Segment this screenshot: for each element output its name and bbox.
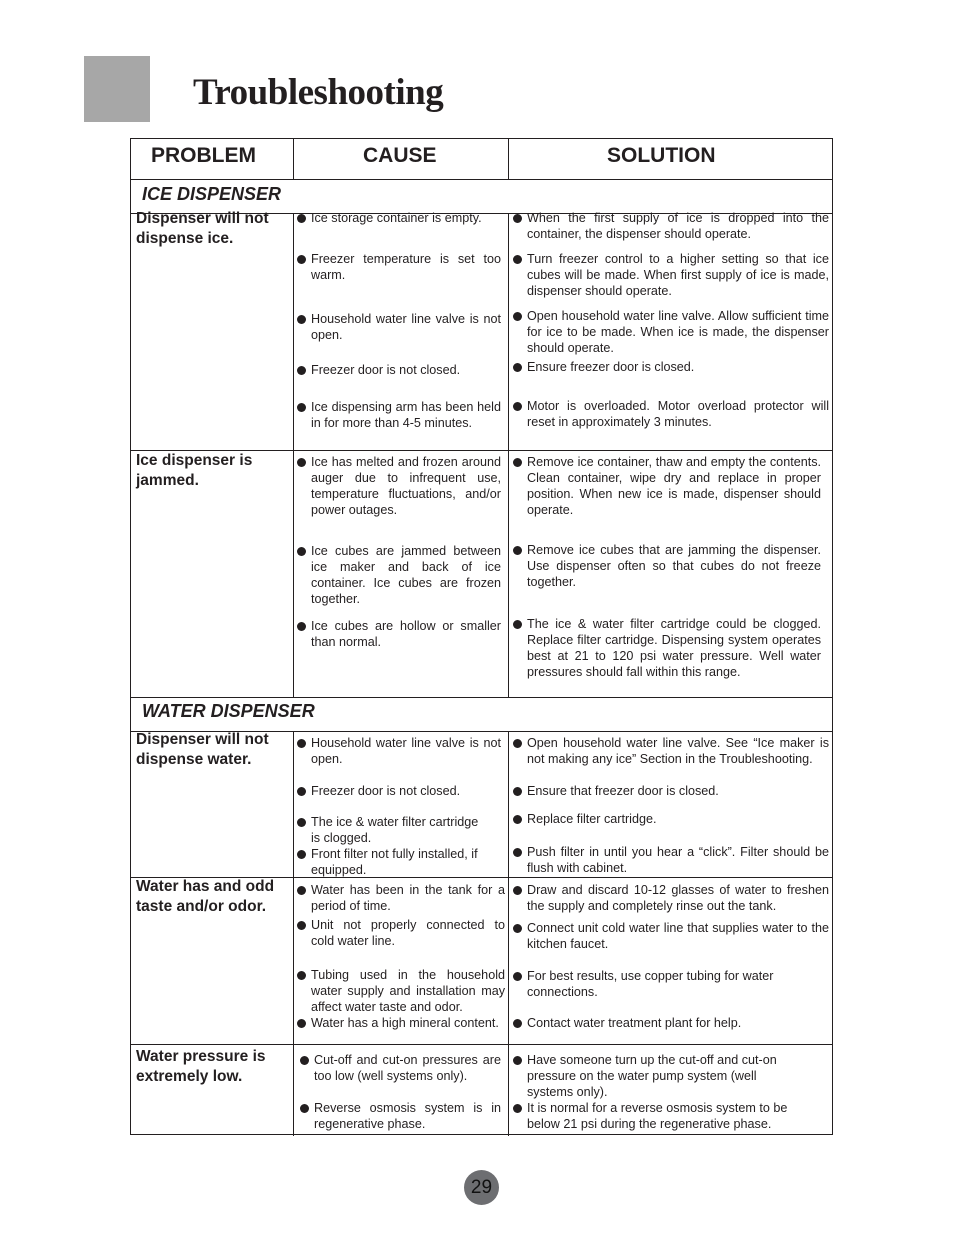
cause-item (314, 1052, 501, 1084)
cause-item (311, 399, 501, 431)
problem-label: Water has and odd taste and/or odor. (136, 878, 275, 915)
cause-text: Freezer door is not closed. (311, 363, 461, 377)
bullet-icon (297, 921, 306, 930)
section-divider (131, 697, 832, 698)
column-header-solution: SOLUTION (607, 144, 716, 167)
column-divider (293, 731, 294, 1136)
bullet-icon (297, 458, 306, 467)
cause-text: Freezer temperature is set too warm. (311, 252, 501, 282)
cause-item (311, 311, 501, 343)
cause-item (311, 618, 501, 650)
cause-text: Ice storage container is empty. (311, 211, 482, 225)
bullet-icon (513, 1056, 522, 1065)
solution-text: Ensure that freezer door is closed. (527, 784, 719, 798)
cause-item (311, 454, 501, 518)
cause-item (311, 917, 505, 949)
problem-label: Water pressure is extremely low. (136, 1048, 266, 1085)
solution-item (527, 844, 829, 876)
cause-text: Unit not properly connected to cold water line. (311, 918, 505, 948)
bullet-icon (513, 402, 522, 411)
cause-item (311, 967, 505, 1015)
cause-text: Freezer door is not closed. (311, 784, 461, 798)
solution-item (527, 454, 821, 518)
cause-text: Water has been in the tank for a period of time. (311, 883, 505, 913)
bullet-icon (513, 787, 522, 796)
solution-item (527, 1052, 797, 1100)
bullet-icon (297, 315, 306, 324)
bullet-icon (297, 547, 306, 556)
solution-item (527, 359, 829, 375)
cause-item (311, 210, 501, 226)
solution-item (527, 882, 829, 914)
solution-text: Push filter in until you hear a “click”. Filter should be flush with cabinet. (527, 845, 829, 875)
cause-text: Reverse osmosis system is in regenerative phase. (314, 1101, 501, 1131)
solution-text: Open household water line valve. See “Ice maker is not making any ice” Section in the Troubleshooting. (527, 736, 829, 766)
cause-item (311, 846, 489, 878)
bullet-icon (513, 886, 522, 895)
cause-item (311, 783, 501, 799)
bullet-icon (297, 850, 306, 859)
bullet-icon (297, 622, 306, 631)
solution-text: Have someone turn up the cut-off and cut-on pressure on the water pump system (well systems only). (527, 1053, 777, 1099)
solution-item (527, 1015, 829, 1031)
solution-item (527, 1100, 797, 1132)
row-divider (131, 1044, 832, 1045)
cause-text: Household water line valve is not open. (311, 736, 501, 766)
header-gray-block (84, 56, 150, 122)
bullet-icon (297, 403, 306, 412)
cause-text: Front filter not fully installed, if equipped. (311, 847, 478, 877)
solution-item (527, 616, 821, 680)
cause-item (311, 814, 489, 846)
bullet-icon (513, 815, 522, 824)
solution-item (527, 811, 829, 827)
solution-text: The ice & water filter cartridge could be clogged. Replace filter cartridge. Dispensing system operates best at 21 to 120 psi water pressure. Well water pressures should fall within this range. (527, 617, 821, 679)
bullet-icon (297, 214, 306, 223)
cause-text: Tubing used in the household water supply and installation may affect water taste and odor. (311, 968, 505, 1014)
column-divider (508, 139, 509, 179)
solution-text: When the first supply of ice is dropped into the container, the dispenser should operate. (527, 211, 829, 241)
troubleshooting-table (130, 138, 833, 1135)
bullet-icon (513, 924, 522, 933)
bullet-icon (300, 1056, 309, 1065)
column-divider (293, 213, 294, 697)
solution-text: Turn freezer control to a higher setting so that ice cubes will be made. When first supply of ice is made, dispenser should operate. (527, 252, 829, 298)
bullet-icon (513, 312, 522, 321)
bullet-icon (513, 546, 522, 555)
bullet-icon (297, 818, 306, 827)
bullet-icon (513, 620, 522, 629)
problem-label: Ice dispenser is jammed. (136, 452, 253, 489)
solution-text: It is normal for a reverse osmosis system to be below 21 psi during the regenerative phase. (527, 1101, 788, 1131)
bullet-icon (297, 886, 306, 895)
bullet-icon (297, 1019, 306, 1028)
solution-item (527, 920, 829, 952)
column-divider (293, 139, 294, 179)
bullet-icon (297, 255, 306, 264)
cause-text: The ice & water filter cartridge is clogged. (311, 815, 479, 845)
section-title-ice-dispenser: ICE DISPENSER (142, 184, 282, 204)
solution-item (527, 308, 829, 356)
bullet-icon (513, 972, 522, 981)
cause-text: Ice dispensing arm has been held in for more than 4-5 minutes. (311, 400, 501, 430)
solution-text: Contact water treatment plant for help. (527, 1016, 742, 1030)
bullet-icon (513, 1104, 522, 1113)
cause-item (311, 251, 501, 283)
bullet-icon (513, 363, 522, 372)
solution-item (527, 251, 829, 299)
header-divider (131, 179, 832, 180)
problem-label: Dispenser will not dispense ice. (136, 210, 269, 247)
solution-item (527, 210, 829, 242)
column-divider (508, 213, 509, 697)
cause-item (311, 882, 505, 914)
cause-text: Ice cubes are hollow or smaller than normal. (311, 619, 501, 649)
solution-text: Draw and discard 10-12 glasses of water to freshen the supply and completely rinse out the tank. (527, 883, 829, 913)
column-header-cause: CAUSE (363, 144, 437, 167)
solution-item (527, 398, 829, 430)
problem-label: Dispenser will not dispense water. (136, 731, 269, 768)
solution-item (527, 783, 829, 799)
cause-item (311, 1015, 505, 1031)
bullet-icon (513, 739, 522, 748)
solution-text: Connect unit cold water line that supplies water to the kitchen faucet. (527, 921, 829, 951)
solution-item (527, 542, 821, 590)
column-header-problem: PROBLEM (151, 144, 256, 167)
column-divider (508, 731, 509, 1136)
solution-text: Replace filter cartridge. (527, 812, 657, 826)
bullet-icon (513, 848, 522, 857)
solution-text: Remove ice container, thaw and empty the contents. Clean container, wipe dry and replace in proper position. When new ice is made, dispenser should operate. (527, 455, 821, 517)
bullet-icon (297, 787, 306, 796)
solution-text: For best results, use copper tubing for water connections. (527, 969, 774, 999)
bullet-icon (297, 971, 306, 980)
bullet-icon (513, 214, 522, 223)
bullet-icon (513, 1019, 522, 1028)
cause-item (311, 543, 501, 607)
cause-text: Household water line valve is not open. (311, 312, 501, 342)
cause-text: Cut-off and cut-on pressures are too low (well systems only). (314, 1053, 501, 1083)
cause-text: Ice has melted and frozen around auger due to infrequent use, temperature fluctuations, and/or power outages. (311, 455, 501, 517)
page-number-badge: 29 (464, 1170, 499, 1205)
bullet-icon (513, 255, 522, 264)
page-title: Troubleshooting (193, 72, 444, 113)
solution-text: Ensure freezer door is closed. (527, 360, 695, 374)
cause-text: Ice cubes are jammed between ice maker and back of ice container. Ice cubes are frozen together. (311, 544, 501, 606)
bullet-icon (297, 739, 306, 748)
solution-text: Motor is overloaded. Motor overload protector will reset in approximately 3 minutes. (527, 399, 829, 429)
solution-text: Open household water line valve. Allow sufficient time for ice to be made. When ice is made, the dispenser should operate. (527, 309, 829, 355)
cause-item (311, 362, 501, 378)
bullet-icon (297, 366, 306, 375)
section-title-water-dispenser: WATER DISPENSER (142, 701, 315, 721)
solution-text: Remove ice cubes that are jamming the dispenser. Use dispenser often so that cubes do not freeze together. (527, 543, 821, 589)
solution-item (527, 968, 787, 1000)
cause-item (314, 1100, 501, 1132)
bullet-icon (513, 458, 522, 467)
bullet-icon (300, 1104, 309, 1113)
cause-item (311, 735, 501, 767)
solution-item (527, 735, 829, 767)
cause-text: Water has a high mineral content. (311, 1016, 499, 1030)
